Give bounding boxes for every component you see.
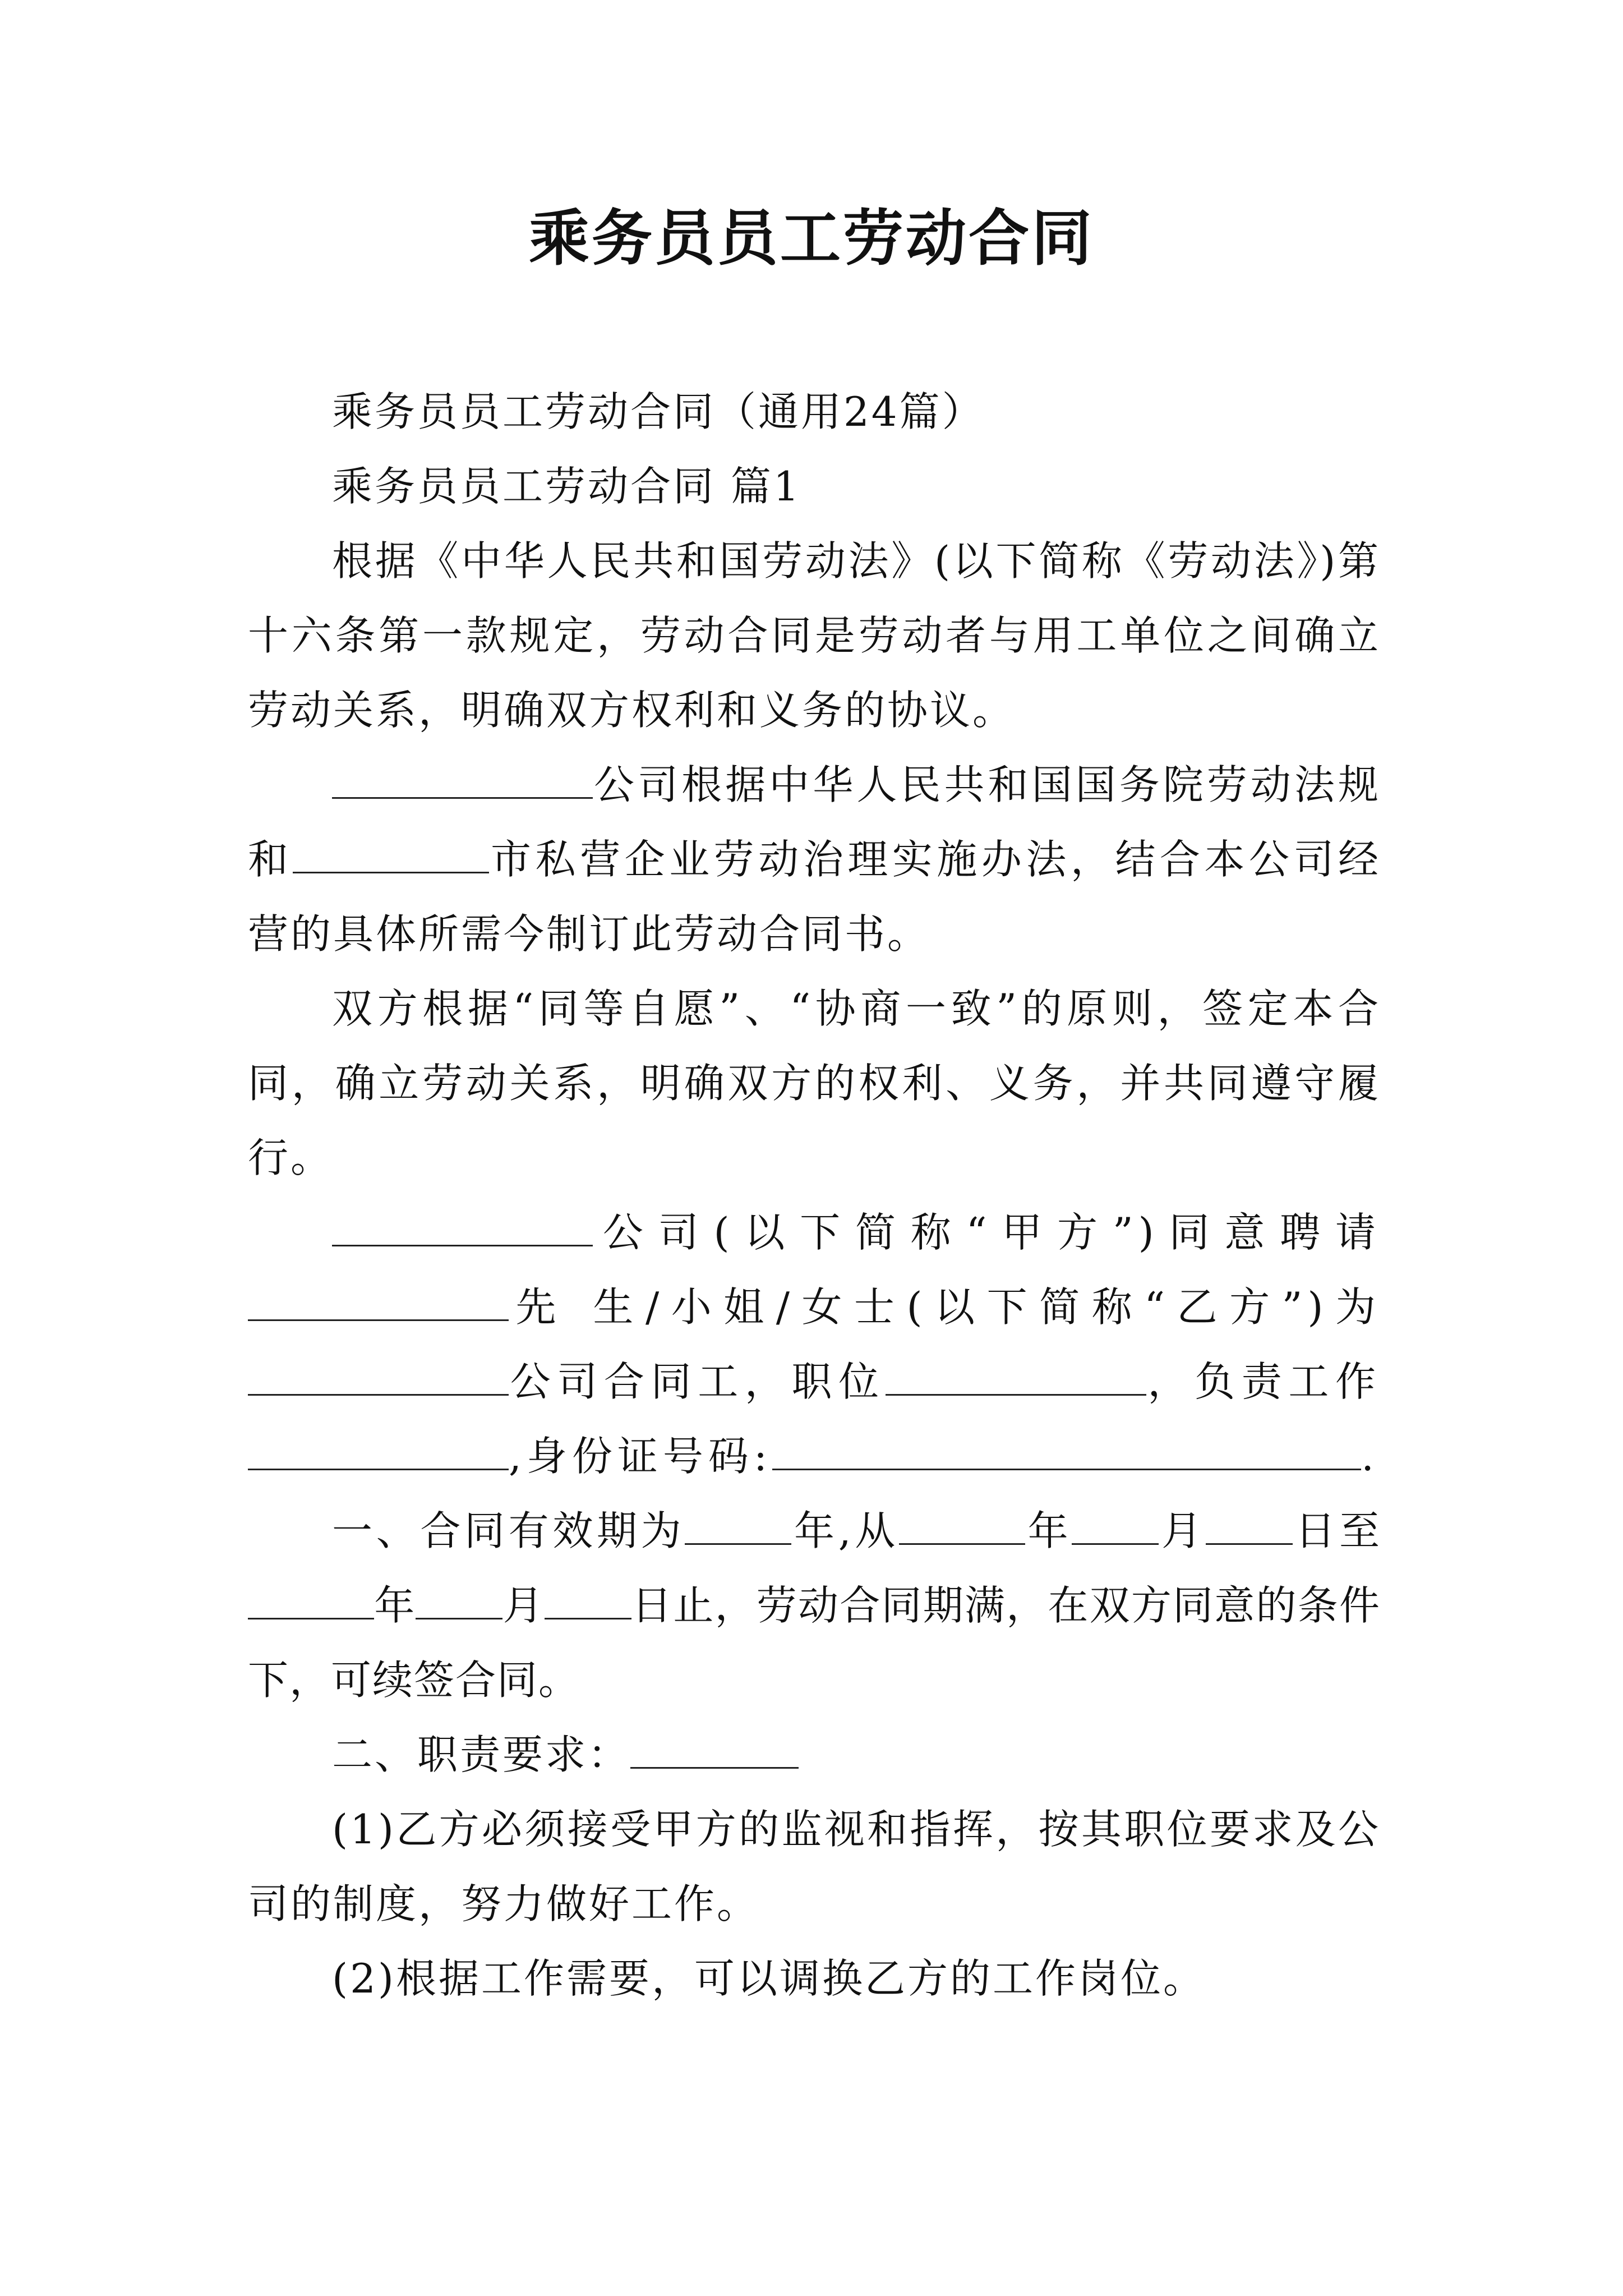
- paragraph-parties: 公司(以下简称“甲方”)同意聘请先 生/小姐/女士(以下简称“乙方”)为公司合同工，职位 ，负责工作,身份证号码: .: [248, 1195, 1381, 1494]
- end-month-blank[interactable]: [416, 1583, 502, 1619]
- document-title: 乘务员员工劳动合同: [528, 203, 1094, 274]
- paragraph-duty-item-1: (1)乙方必须接受甲方的监视和指挥，按其职位要求及公司的制度，努力做好工作。: [248, 1806, 1381, 1927]
- position-blank[interactable]: [886, 1359, 1146, 1396]
- party-a-company-blank[interactable]: [332, 1210, 593, 1246]
- paragraph-labor-law: 根据《中华人民共和国劳动法》(以下简称《劳动法》)第十六条第一款规定，劳动合同是劳动者与用工单位之间确立劳动关系，明确双方权利和义务的协议。: [248, 537, 1381, 734]
- paragraph-duty-requirements: 二、职责要求：: [248, 1718, 1381, 1792]
- document-body: [248, 375, 1381, 2016]
- city-name-blank[interactable]: [293, 837, 489, 873]
- party-b-name-blank[interactable]: [248, 1285, 509, 1321]
- paragraph-principles: 双方根据“同等自愿”、“协商一致”的原则，签定本合同，确立劳动关系，明确双方的权利、义务，并共同遵守履行。: [248, 985, 1381, 1181]
- duty-requirements-blank[interactable]: [630, 1732, 799, 1769]
- id-number-blank[interactable]: [772, 1434, 1361, 1470]
- start-year-blank[interactable]: [899, 1508, 1025, 1545]
- start-month-blank[interactable]: [1072, 1508, 1159, 1545]
- end-year-blank[interactable]: [248, 1583, 374, 1619]
- years-count-blank[interactable]: [685, 1508, 791, 1545]
- work-duty-blank[interactable]: [248, 1434, 509, 1470]
- paragraph-contract-period: 一、合同有效期为 年,从 年 月 日至年 月 日止，劳动合同期满，在双方同意的条件下，可续签合同。: [248, 1507, 1381, 1704]
- subtitle: 乘务员员工劳动合同（通用24篇）: [332, 388, 985, 435]
- section-heading: 乘务员员工劳动合同 篇1: [332, 463, 801, 510]
- company-name-blank[interactable]: [332, 762, 593, 799]
- paragraph-duty-item-2: (2)根据工作需要，可以调换乙方的工作岗位。: [332, 1955, 1206, 2002]
- paragraph-company-basis: 公司根据中华人民共和国国务院劳动法规和 市私营企业劳动治理实施办法，结合本公司经营的具体所需今制订此劳动合同书。: [248, 761, 1381, 958]
- start-day-blank[interactable]: [1206, 1508, 1293, 1545]
- end-day-blank[interactable]: [545, 1583, 631, 1619]
- contract-company-blank[interactable]: [248, 1359, 509, 1396]
